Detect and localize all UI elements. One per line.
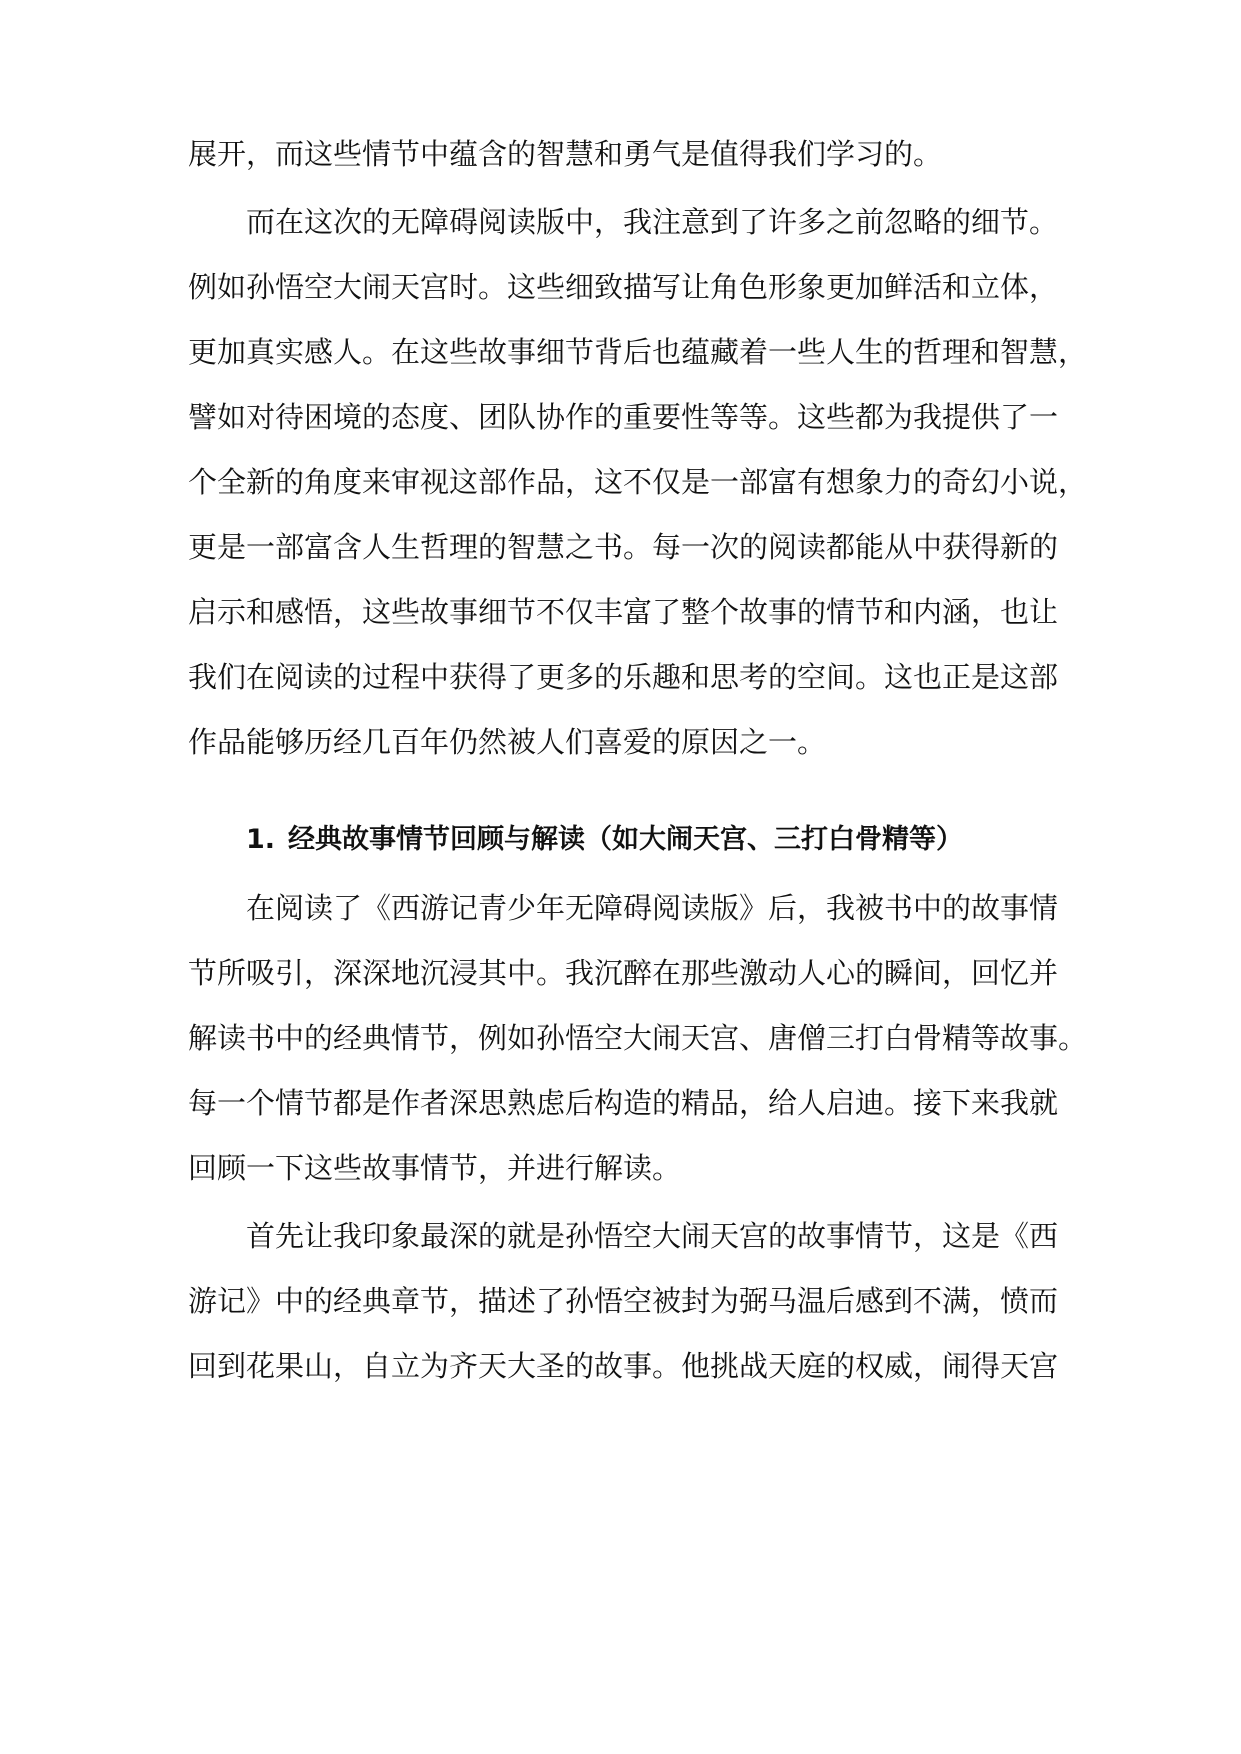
section-heading xyxy=(246,820,1058,860)
paragraph-line: 例如孙悟空大闹天宫时。这些细致描写让角色形象更加鲜活和立体， xyxy=(188,270,1059,304)
heading-number: 1. xyxy=(246,824,276,855)
paragraph-line: 游记》中的经典章节，描述了孙悟空被封为弼马温后感到不满，愤而 xyxy=(188,1284,1059,1318)
paragraph-line: 更是一部富含人生哲理的智慧之书。每一次的阅读都能从中获得新的 xyxy=(188,530,1059,564)
paragraph-line: 譬如对待困境的态度、团队协作的重要性等等。这些都为我提供了一 xyxy=(188,400,1059,434)
paragraph-line: 回到花果山，自立为齐天大圣的故事。他挑战天庭的权威，闹得天宫 xyxy=(188,1349,1059,1383)
paragraph-line: 在阅读了《西游记青少年无障碍阅读版》后，我被书中的故事情 xyxy=(246,891,1059,925)
paragraph-line: 展开，而这些情节中蕴含的智慧和勇气是值得我们学习的。 xyxy=(188,137,943,171)
paragraph-line: 解读书中的经典情节，例如孙悟空大闹天宫、唐僧三打白骨精等故事。 xyxy=(188,1021,1088,1055)
paragraph-line: 更加真实感人。在这些故事细节背后也蕴藏着一些人生的哲理和智慧， xyxy=(188,335,1088,369)
paragraph-line: 首先让我印象最深的就是孙悟空大闹天宫的故事情节，这是《西 xyxy=(246,1219,1059,1253)
paragraph-line: 启示和感悟，这些故事细节不仅丰富了整个故事的情节和内涵，也让 xyxy=(188,595,1059,629)
paragraph-line: 作品能够历经几百年仍然被人们喜爱的原因之一。 xyxy=(188,725,827,759)
paragraph-line: 节所吸引，深深地沉浸其中。我沉醉在那些激动人心的瞬间，回忆并 xyxy=(188,956,1059,990)
heading-text: 经典故事情节回顾与解读（如大闹天宫、三打白骨精等） xyxy=(288,824,963,855)
paragraph-line: 而在这次的无障碍阅读版中，我注意到了许多之前忽略的细节。 xyxy=(246,205,1059,239)
paragraph-line: 每一个情节都是作者深思熟虑后构造的精品，给人启迪。接下来我就 xyxy=(188,1086,1059,1120)
paragraph-line: 回顾一下这些故事情节，并进行解读。 xyxy=(188,1151,682,1185)
paragraph-line: 个全新的角度来审视这部作品，这不仅是一部富有想象力的奇幻小说， xyxy=(188,465,1088,499)
paragraph-line: 我们在阅读的过程中获得了更多的乐趣和思考的空间。这也正是这部 xyxy=(188,660,1059,694)
